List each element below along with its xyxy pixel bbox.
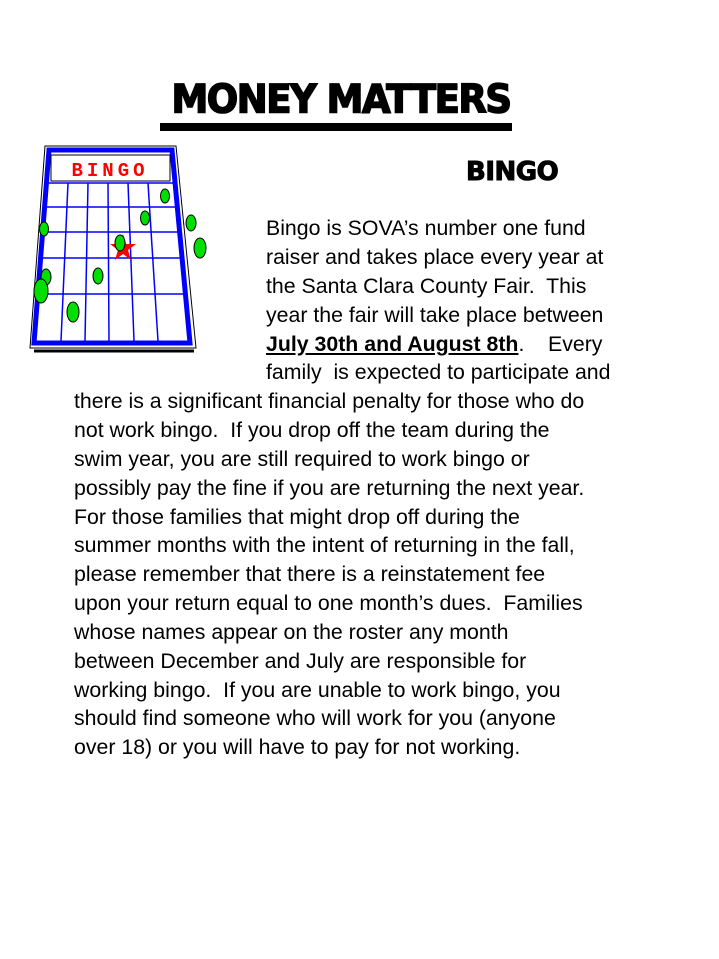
body-line: not work bingo. If you drop off the team during the <box>74 418 550 442</box>
fair-dates: July 30th and August 8th <box>266 332 519 356</box>
body-line: please remember that there is a reinstatement fee <box>74 562 546 586</box>
body-line: swim year, you are still required to work bingo or <box>74 447 530 471</box>
body-line: whose names appear on the roster any month <box>74 620 509 644</box>
bingo-card-illustration <box>28 143 208 353</box>
body-line: year the fair will take place between <box>266 303 604 327</box>
body-line: family is expected to participate and <box>266 360 611 384</box>
dates-tail: . Every <box>518 332 603 356</box>
body-line: over 18) or you will have to pay for not working. <box>74 735 521 759</box>
body-line: between December and July are responsible for <box>74 649 527 673</box>
bingo-card-label: BINGO <box>71 160 149 182</box>
body-line: possibly pay the fine if you are returning the next year. <box>74 476 585 500</box>
section-heading: BINGO <box>466 157 559 187</box>
body-line: the Santa Clara County Fair. This <box>266 274 587 298</box>
body-line: upon your return equal to one month’s dues. Families <box>74 591 583 615</box>
body-line: working bingo. If you are unable to work bingo, you <box>74 678 561 702</box>
body-line: Bingo is SOVA’s number one fund <box>266 216 586 240</box>
page-title: MONEY MATTERS <box>171 76 511 123</box>
body-line: there is a significant financial penalty for those who do <box>74 389 585 413</box>
body-line: should find someone who will work for you (anyone <box>74 706 556 730</box>
body-line: For those families that might drop off during the <box>74 505 520 529</box>
body-line-dates <box>266 330 602 359</box>
title-underline <box>160 123 512 131</box>
body-line: summer months with the intent of returning in the fall, <box>74 533 575 557</box>
body-line: raiser and takes place every year at <box>266 245 604 269</box>
